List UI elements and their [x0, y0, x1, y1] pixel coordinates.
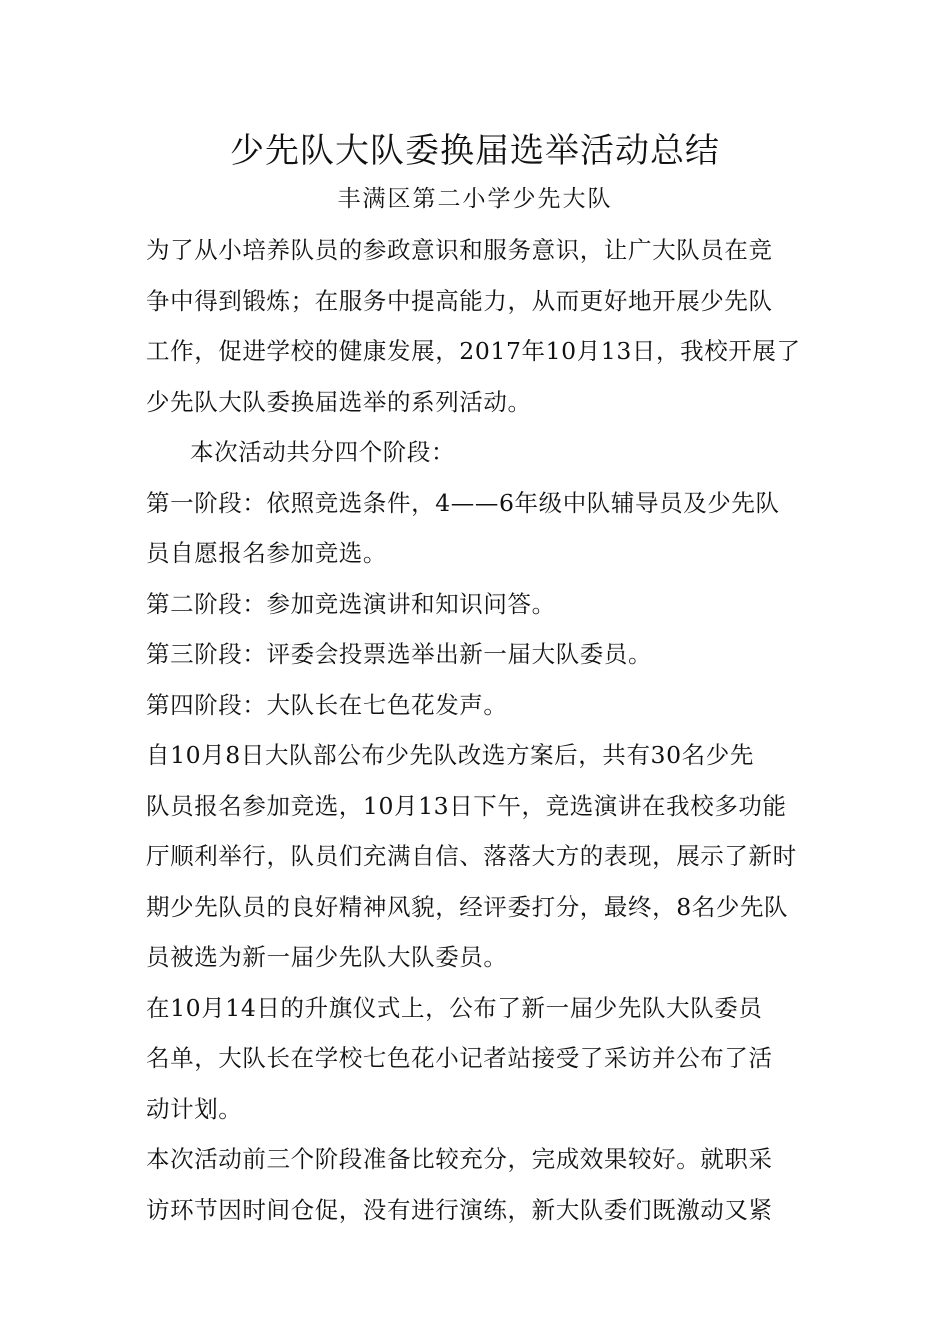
body-line: 本次活动前三个阶段准备比较充分，完成效果较好。就职采	[146, 1145, 773, 1173]
body-line: 少先队大队委换届选举的系列活动。	[146, 387, 532, 416]
body-line: 第四阶段：大队长在七色花发声。	[146, 690, 508, 719]
body-line: 工作，促进学校的健康发展，2017年10月13日，我校开展了	[146, 337, 801, 365]
document-subtitle: 丰满区第二小学少先大队	[337, 186, 613, 212]
body-line: 第二阶段：参加竞选演讲和知识问答。	[146, 589, 556, 618]
document-title: 少先队大队委换届选举活动总结	[230, 131, 720, 171]
body-line: 争中得到锻炼；在服务中提高能力，从而更好地开展少先队	[146, 286, 773, 315]
body-line: 厅顺利举行，队员们充满自信、落落大方的表现，展示了新时	[146, 842, 797, 870]
document-body	[146, 225, 816, 1235]
body-line: 员被选为新一届少先队大队委员。	[146, 943, 508, 971]
body-line: 期少先队员的良好精神风貌，经评委打分，最终，8名少先队	[146, 892, 789, 921]
body-line: 名单，大队长在学校七色花小记者站接受了采访并公布了活	[146, 1044, 773, 1072]
body-line: 为了从小培养队员的参政意识和服务意识，让广大队员在竞	[146, 236, 773, 264]
body-line: 自10月8日大队部公布少先队改选方案后，共有30名少先	[146, 741, 754, 769]
body-line: 队员报名参加竞选，10月13日下午，竞选演讲在我校多功能	[146, 791, 787, 820]
body-line: 本次活动共分四个阶段：	[190, 438, 456, 466]
body-line: 访环节因时间仓促，没有进行演练，新大队委们既激动又紧	[146, 1195, 773, 1224]
body-line: 第一阶段：依照竞选条件，4——6年级中队辅导员及少先队	[146, 488, 780, 517]
body-line: 动计划。	[146, 1094, 243, 1123]
body-line: 员自愿报名参加竞选。	[146, 539, 387, 567]
body-line: 第三阶段：评委会投票选举出新一届大队委员。	[146, 640, 653, 668]
body-line: 在10月14日的升旗仪式上，公布了新一届少先队大队委员	[146, 993, 763, 1022]
